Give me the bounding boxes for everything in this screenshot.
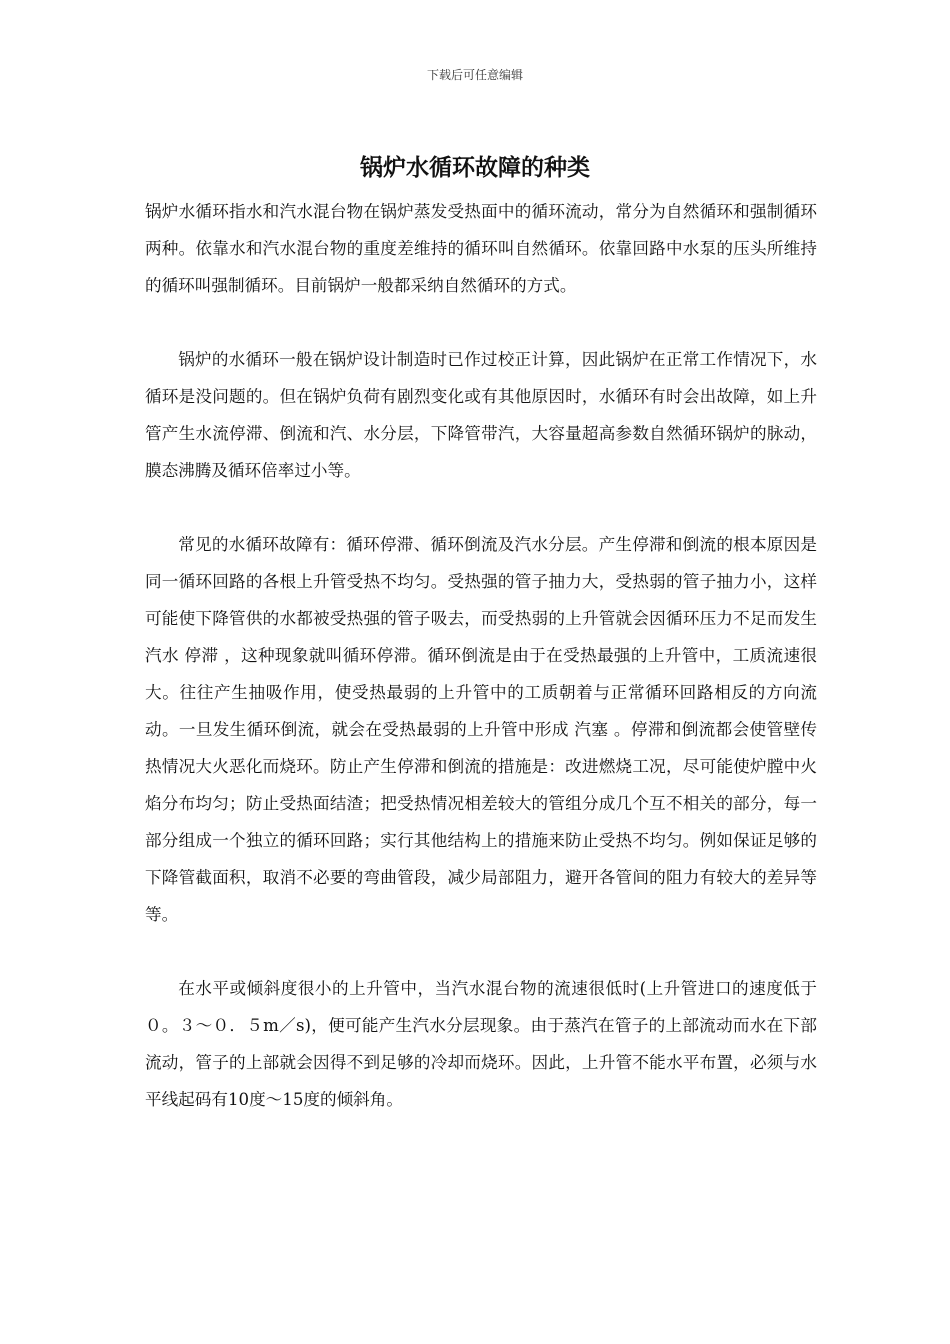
document-title: 锅炉水循环故障的种类 xyxy=(360,154,590,181)
paragraph-stratification: 在水平或倾斜度很小的上升管中，当汽水混台物的流速很低时(上升管进口的速度低于０。３～０．５m／s)，便可能产生汽水分层现象。由于蒸汽在管子的上部流动而水在下部流动，管子的上部就会因得不到足够的冷却而烧环。因此，上升管不能水平布置，必须与水平线起码有10度～15度的倾斜角。 xyxy=(145,979,817,1109)
paragraph-gap xyxy=(145,933,817,970)
paragraph-gap xyxy=(145,304,817,341)
header-note: 下载后可任意编辑 xyxy=(426,68,523,82)
paragraph-overview: 锅炉的水循环一般在锅炉设计制造时已作过校正计算，因此锅炉在正常工作情况下，水循环是没问题的。但在锅炉负荷有剧烈变化或有其他原因时，水循环有时会出故障，如上升管产生水流停滞、倒流和汽、水分层，下降管带汽，大容量超高参数自然循环锅炉的脉动，膜态沸腾及循环倍率过小等。 xyxy=(145,350,817,480)
paragraph-intro: 锅炉水循环指水和汽水混台物在锅炉蒸发受热面中的循环流动，常分为自然循环和强制循环两种。依靠水和汽水混台物的重度差维持的循环叫自然循环。依靠回路中水泵的压头所维持的循环叫强制循环。目前锅炉一般都采纳自然循环的方式。 xyxy=(145,202,817,295)
paragraph-common-faults: 常见的水循环故障有：循环停滞、循环倒流及汽水分层。产生停滞和倒流的根本原因是同一循环回路的各根上升管受热不均匀。受热强的管子抽力大，受热弱的管子抽力小，这样可能使下降管供的水都被受热强的管子吸去，而受热弱的上升管就会因循环压力不足而发生汽水 停滞 ，这种现象就叫循环停滞。循环倒流是由于在受热最强的上升管中，工质流速很大。往往产生抽吸作用，使受热最弱的上升管中的工质朝着与正常循环回路相反的方向流动。一旦发生循环倒流，就会在受热最弱的上升管中形成 汽塞 。停滞和倒流都会使管壁传热情况大火恶化而烧环。防止产生停滞和倒流的措施是：改进燃烧工况，尽可能使炉膛中火焰分布均匀；防止受热面结渣；把受热情况相差较大的管组分成几个互不相关的部分，每一部分组成一个独立的循环回路；实行其他结构上的措施来防止受热不均匀。例如保证足够的下降管截面积，取消不必要的弯曲管段，减少局部阻力，避开各管间的阻力有较大的差异等等。 xyxy=(145,535,817,924)
paragraph-gap xyxy=(145,489,817,526)
document-body xyxy=(145,193,817,1118)
